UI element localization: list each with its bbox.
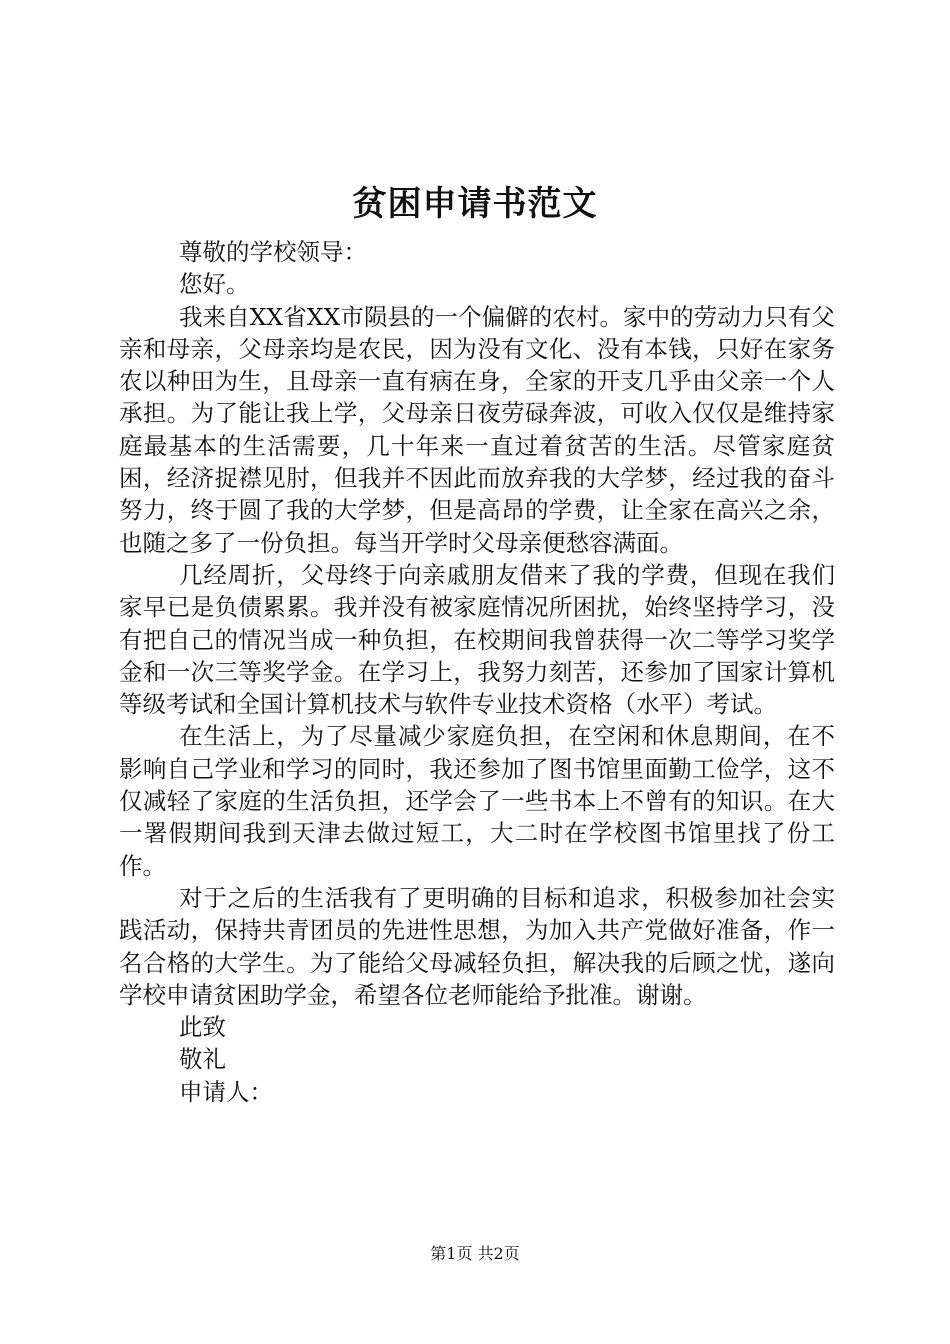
paragraph-1: 我来自XX省XX市陨县的一个偏僻的农村。家中的劳动力只有父亲和母亲，父母亲均是农民，因为没有文化、没有本钱，只好在家务农以种田为生，且母亲一直有病在身，全家的开支几乎由父亲一个人承担。为了能让我上学，父母亲日夜劳碌奔波，可收入仅仅是维持家庭最基本的生活需要，几十年来一直过着贫苦的生活。尽管家庭贫困，经济捉襟见肘，但我并不因此而放弃我的大学梦，经过我的奋斗努力，终于圆了我的大学梦，但是高昂的学费，让全家在高兴之余，也随之多了一份负担。每当开学时父母亲便愁容满面。 — [119, 302, 835, 557]
document-body — [119, 236, 835, 1108]
document-title: 贫困申请书范文 — [352, 184, 598, 224]
paragraph-2: 几经周折，父母终于向亲戚朋友借来了我的学费，但现在我们家早已是负债累累。我并没有被家庭情况所困扰，始终坚持学习，没有把自己的情况当成一种负担，在校期间我曾获得一次二等学习奖学金和一次三等奖学金。在学习上，我努力刻苦，还参加了国家计算机等级考试和全国计算机技术与软件专业技术资格（水平）考试。 — [119, 560, 835, 719]
paragraph-3: 在生活上，为了尽量减少家庭负担，在空闲和休息期间，在不影响自己学业和学习的同时，我还参加了图书馆里面勤工俭学，这不仅减轻了家庭的生活负担，还学会了一些书本上不曾有的知识。在大一署假期间我到天津去做过短工，大二时在学校图书馆里找了份工作。 — [119, 722, 835, 880]
closing-line-1: 此致 — [179, 1013, 226, 1042]
paragraph-4: 对于之后的生活我有了更明确的目标和追求，积极参加社会实践活动，保持共青团员的先进性思想，为加入共产党做好准备，作一名合格的大学生。为了能给父母减轻负担，解决我的后顾之忧，遂向学校申请贫困助学金，希望各位老师能给予批准。谢谢。 — [119, 883, 835, 1009]
page-number-footer: 第1页 共2页 — [430, 1244, 520, 1263]
greeting: 您好。 — [179, 270, 250, 299]
closing-line-2: 敬礼 — [179, 1045, 226, 1074]
salutation: 尊敬的学校领导： — [179, 238, 367, 266]
signature-line: 申请人： — [179, 1077, 273, 1106]
